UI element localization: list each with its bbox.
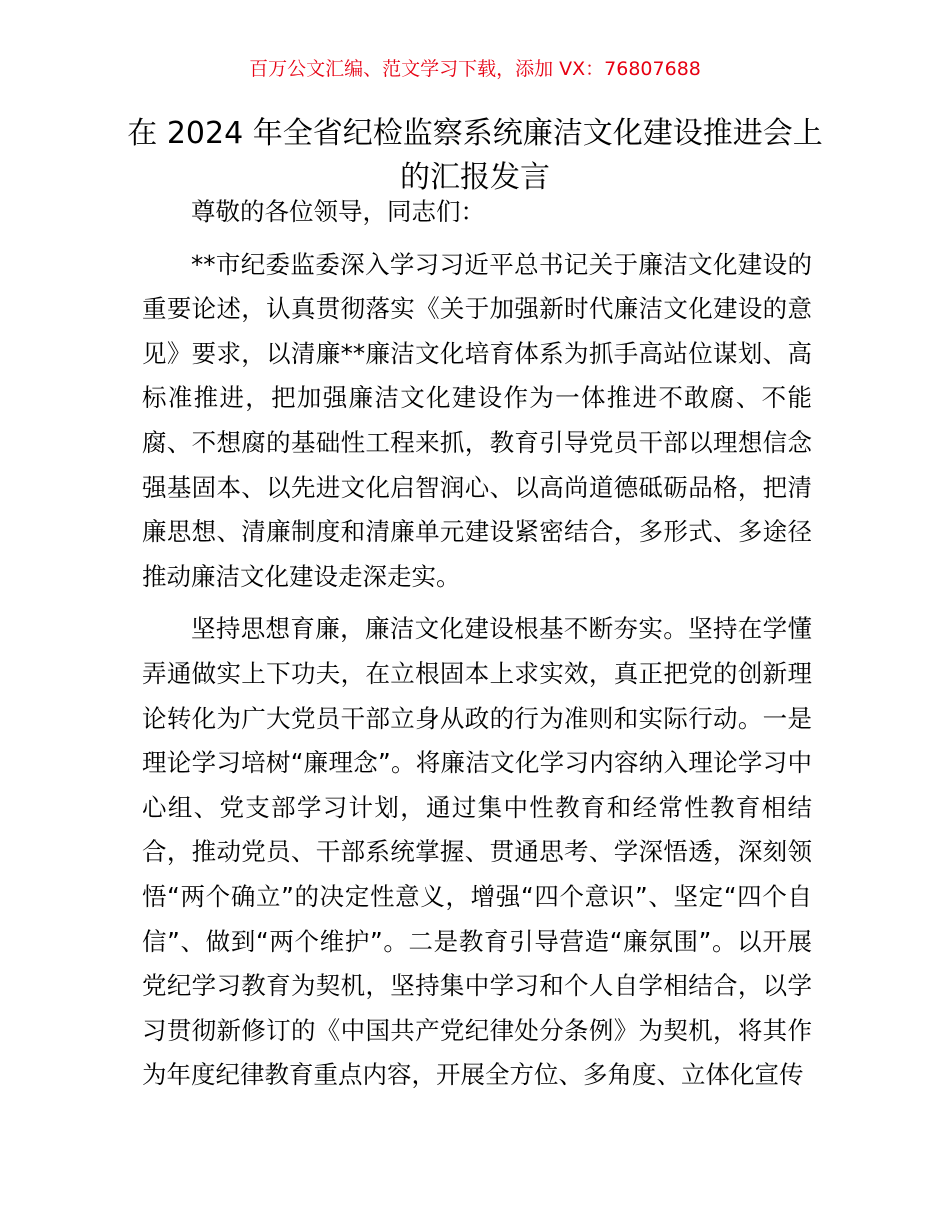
document-body	[142, 190, 812, 1098]
watermark-banner: 百万公文汇编、范文学习下载，添加 VX：76807688	[249, 58, 701, 80]
document-title: 在 2024 年全省纪检监察系统廉洁文化建设推进会上的汇报发言	[127, 116, 823, 195]
salutation: 尊敬的各位领导，同志们：	[191, 197, 485, 226]
paragraph-intro: **市纪委监委深入学习习近平总书记关于廉洁文化建设的重要论述，认真贯彻落实《关于加强新时代廉洁文化建设的意见》要求，以清廉**廉洁文化培育体系为抓手高站位谋划、高标准推进，把加强廉洁文化建设作为一体推进不敢腐、不能腐、不想腐的基础性工程来抓，教育引导党员干部以理想信念强基固本、以先进文化启智润心、以高尚道德砥砺品格，把清廉思想、清廉制度和清廉单元建设紧密结合，多形式、多途径推动廉洁文化建设走深走实。	[142, 249, 812, 591]
paragraph-thought-integrity: 坚持思想育廉，廉洁文化建设根基不断夯实。坚持在学懂弄通做实上下功夫，在立根固本上求实效，真正把党的创新理论转化为广大党员干部立身从政的行为准则和实际行动。一是理论学习培树“廉理念”。将廉洁文化学习内容纳入理论学习中心组、党支部学习计划，通过集中性教育和经常性教育相结合，推动党员、干部系统掌握、贯通思考、学深悟透，深刻领悟“两个确立”的决定性意义，增强“四个意识”、坚定“四个自信”、做到“两个维护”。二是教育引导营造“廉氛围”。以开展党纪学习教育为契机，坚持集中学习和个人自学相结合，以学习贯彻新修订的《中国共产党纪律处分条例》为契机，将其作为年度纪律教育重点内容，开展全方位、多角度、立体化宣传	[142, 614, 812, 1090]
